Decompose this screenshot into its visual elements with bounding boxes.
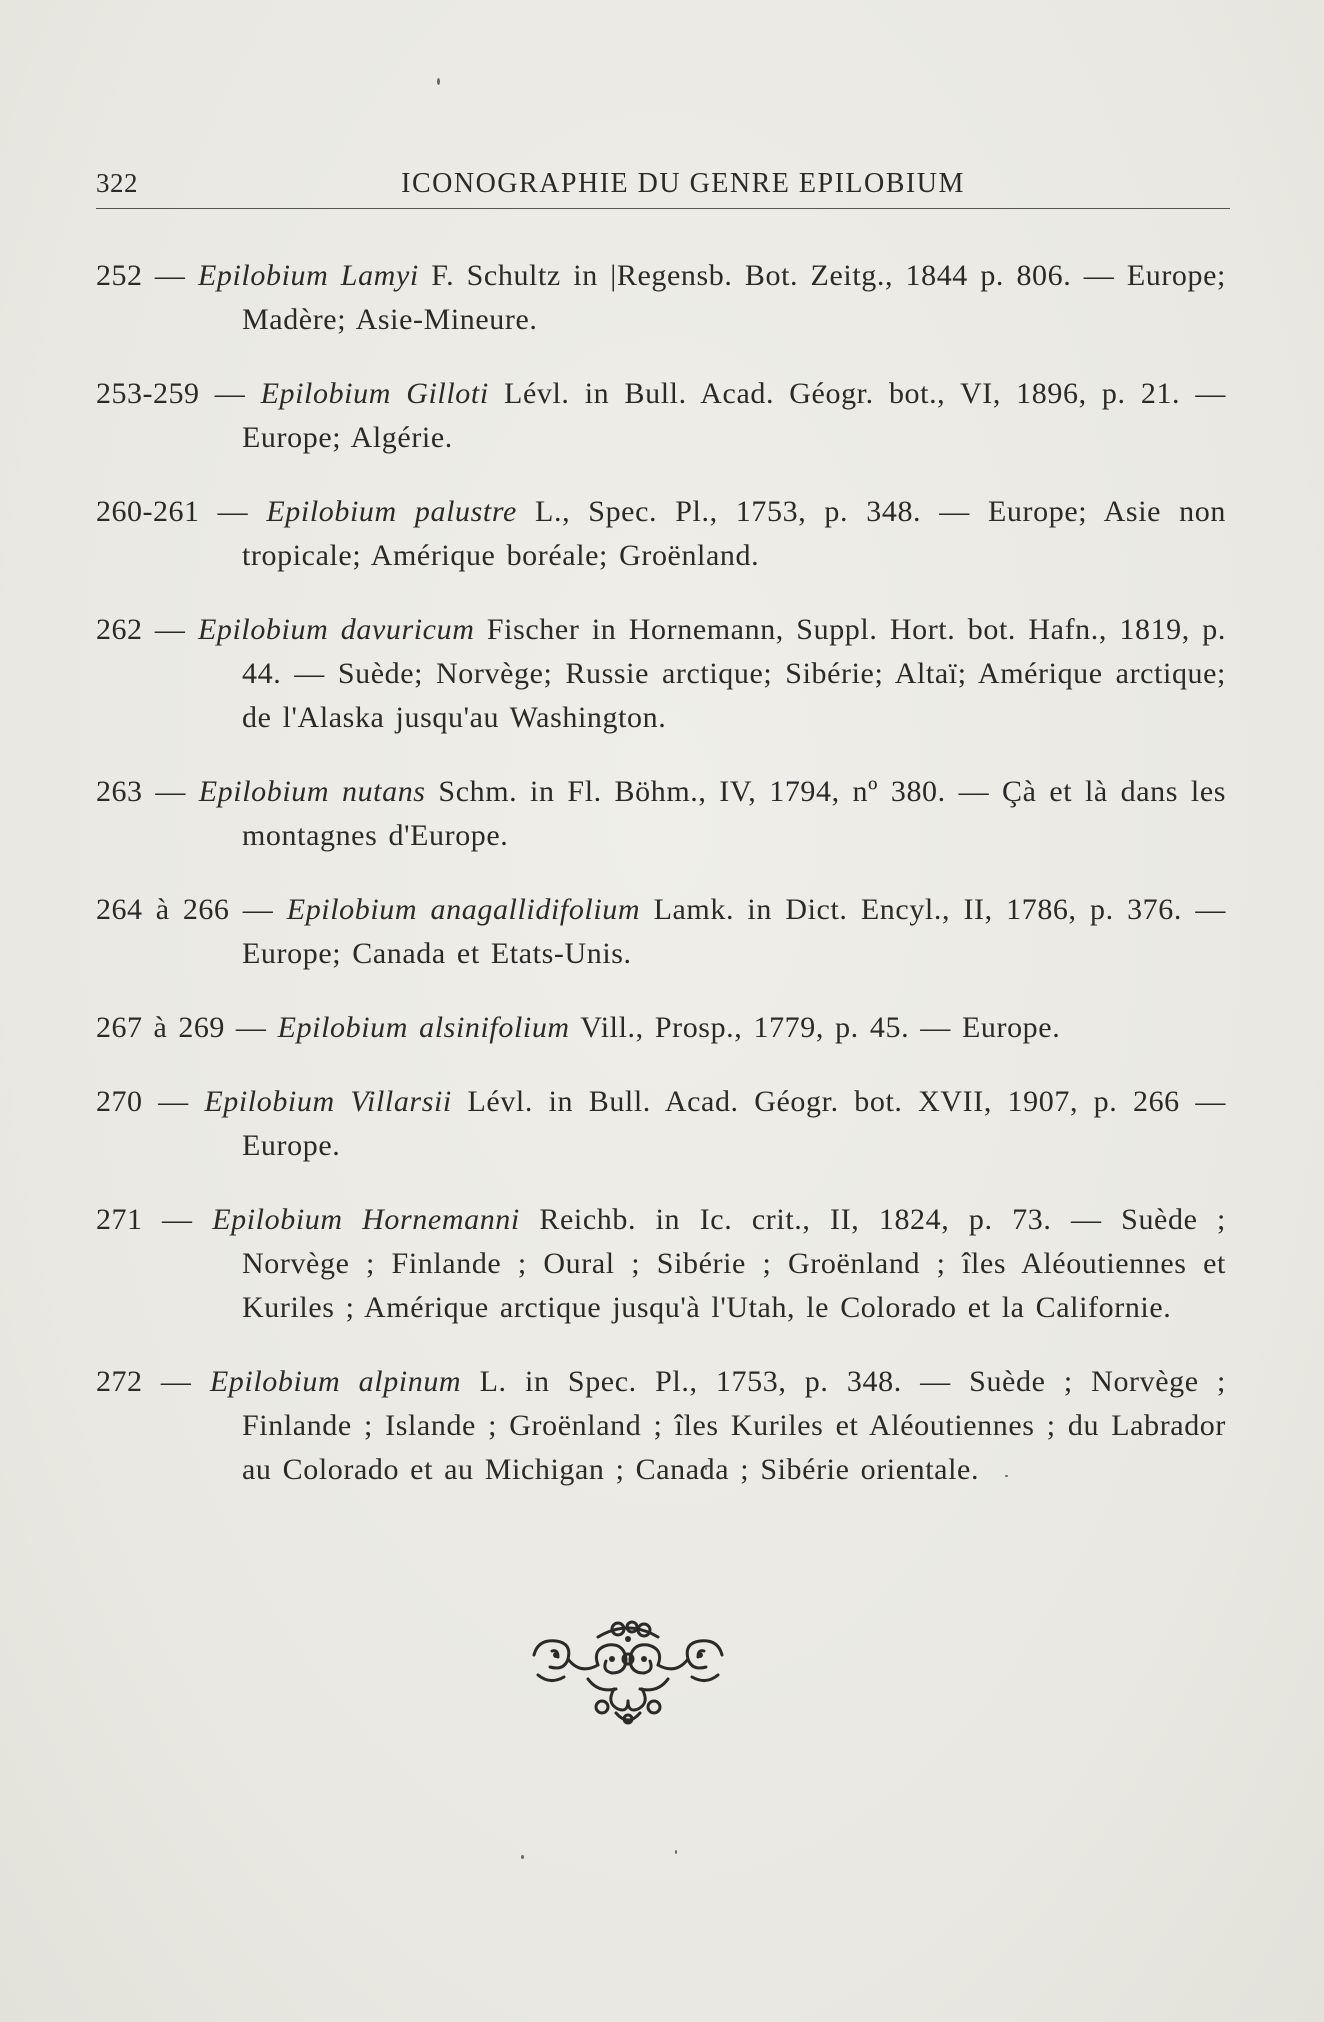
entry-number: 272 bbox=[96, 1365, 143, 1398]
list-item bbox=[96, 1006, 1226, 1050]
species-name: Epilobium nutans bbox=[198, 775, 426, 808]
entry-text: L., Spec. Pl., 1753, p. 348. — Europe; Asie non tropicale; Amérique boréale; Groënland. bbox=[242, 495, 1226, 572]
entry-text: Lamk. in Dict. Encyl., II, 1786, p. 376. — Europe; Canada et Etats-Unis. bbox=[242, 893, 1226, 970]
entry-text: Lévl. in Bull. Acad. Géogr. bot., VI, 1896, p. 21. — Europe; Algérie. bbox=[242, 377, 1226, 454]
entry-number: 270 bbox=[96, 1085, 143, 1118]
entry-separator: — bbox=[199, 495, 267, 528]
entry-separator: — bbox=[142, 613, 198, 646]
list-item bbox=[96, 608, 1226, 740]
species-name: Epilobium anagallidifolium bbox=[286, 893, 641, 926]
paper-speck bbox=[521, 1855, 524, 1859]
list-item bbox=[96, 888, 1226, 976]
entry-text: Reichb. in Ic. crit., II, 1824, p. 73. — Suède ; Norvège ; Finlande ; Oural ; Sibérie ; Groënland ; îles Aléoutiennes et Kuriles ; Amérique arctique jusqu'à l'Utah, le Colorado et la Californie. bbox=[242, 1203, 1226, 1324]
entry-separator: — bbox=[229, 893, 287, 926]
entry-separator: — bbox=[142, 1085, 205, 1118]
list-item bbox=[96, 1080, 1226, 1168]
species-name: Epilobium alpinum bbox=[209, 1365, 462, 1398]
page-header bbox=[96, 164, 1230, 209]
entry-number: 260-261 bbox=[96, 495, 200, 528]
running-title: ICONOGRAPHIE DU GENRE EPILOBIUM bbox=[401, 168, 965, 199]
entry-number: 252 bbox=[96, 259, 143, 292]
list-item bbox=[96, 1198, 1226, 1330]
species-name: Epilobium davuricum bbox=[197, 613, 475, 646]
entry-number: 263 bbox=[96, 775, 143, 808]
entry-text: Lévl. in Bull. Acad. Géogr. bot. XVII, 1907, p. 266 — Europe. bbox=[242, 1085, 1226, 1162]
species-name: Epilobium Villarsii bbox=[204, 1085, 452, 1118]
entry-number: 262 bbox=[96, 613, 143, 646]
entry-number: 264 à 266 bbox=[96, 893, 230, 926]
entry-text: F. Schultz in |Regensb. Bot. Zeitg., 1844 p. 806. — Europe; Madère; Asie-Mineure. bbox=[242, 259, 1226, 336]
entry-separator: — bbox=[142, 1365, 210, 1398]
entry-number: 267 à 269 bbox=[96, 1011, 225, 1044]
species-name: Epilobium alsinifolium bbox=[277, 1011, 570, 1044]
species-list bbox=[96, 254, 1226, 1498]
entry-text: Fischer in Hornemann, Suppl. Hort. bot. Hafn., 1819, p. 44. — Suède; Norvège; Russie arctique; Sibérie; Altaï; Amérique arctique; de l'Alaska jusqu'au Washington. bbox=[242, 613, 1226, 734]
entry-number: 271 bbox=[96, 1203, 143, 1236]
species-name: Epilobium Gilloti bbox=[260, 377, 489, 410]
entry-separator: — bbox=[142, 775, 199, 808]
paper-speck bbox=[675, 1850, 677, 1854]
scroll-ornament-icon bbox=[528, 1615, 728, 1730]
entry-number: 253-259 bbox=[96, 377, 200, 410]
species-name: Epilobium Hornemanni bbox=[212, 1203, 520, 1236]
list-item bbox=[96, 372, 1226, 460]
entry-separator: — bbox=[224, 1011, 278, 1044]
species-name: Epilobium Lamyi bbox=[197, 259, 419, 292]
list-item bbox=[96, 1360, 1226, 1492]
paper-speck bbox=[437, 78, 440, 85]
entry-text: Schm. in Fl. Böhm., IV, 1794, nº 380. — Çà et là dans les montagnes d'Europe. bbox=[242, 775, 1227, 852]
page-number: 322 bbox=[96, 168, 138, 198]
entry-text: Vill., Prosp., 1779, p. 45. — Europe. bbox=[580, 1011, 1061, 1044]
species-name: Epilobium palustre bbox=[266, 495, 517, 528]
list-item bbox=[96, 254, 1226, 342]
entry-separator: — bbox=[142, 259, 198, 292]
list-item bbox=[96, 490, 1226, 578]
entry-separator: — bbox=[199, 377, 261, 410]
entry-text: L. in Spec. Pl., 1753, p. 348. — Suède ; Norvège ; Finlande ; Islande ; Groënland ; îles Kuriles et Aléoutiennes ; du Labrador au Colorado et au Michigan ; Canada ; Sibérie orientale. bbox=[242, 1365, 1226, 1486]
list-item bbox=[96, 770, 1226, 858]
entry-separator: — bbox=[142, 1203, 213, 1236]
